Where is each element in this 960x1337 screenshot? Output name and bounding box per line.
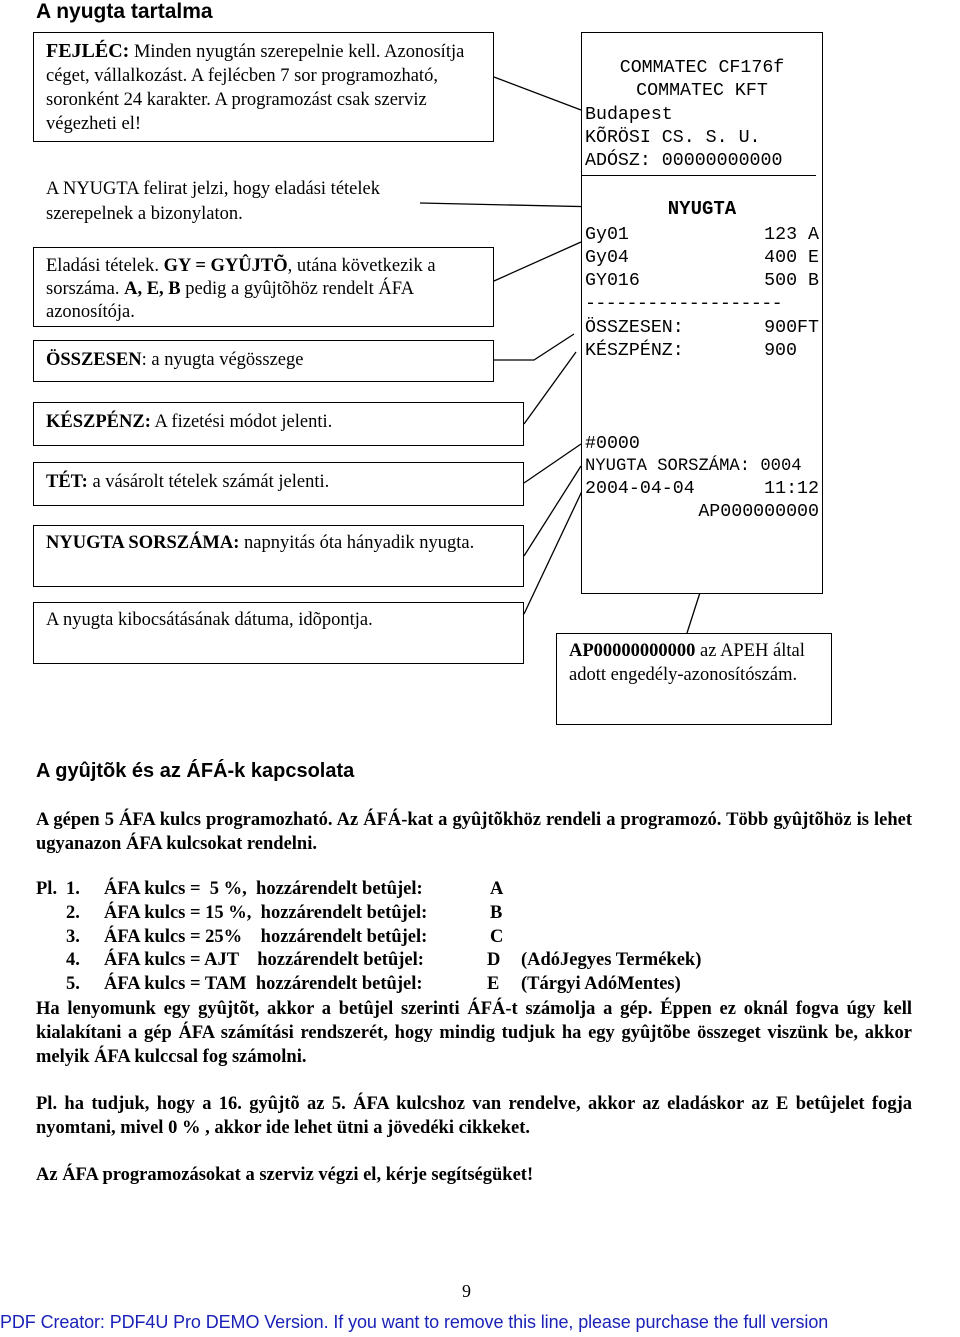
osszesen-text: : a nyugta végösszege [141,350,304,370]
connector-tet [524,444,581,483]
list-text-1: ÁFA kulcs = 5 %, hozzárendelt betûjel: [104,879,423,899]
eladasi-text-1: Eladási tételek. [46,256,164,276]
list-prefix: Pl. [36,879,58,899]
keszpenz-text: A fizetési módot jelenti. [150,412,333,432]
tet-box [33,462,524,506]
page-title: A nyugta tartalma [36,0,213,23]
datum-text: A nyugta kibocsátásának dátuma, idõpontja. [46,610,373,630]
fejlec-text: Minden nyugtán szerepelnie kell. Azonosítja céget, vállalkozást. A fejlécben 7 sor programozható, soronként 24 karakter. A programozást csak szerviz végezheti el! [46,42,465,134]
tet-label: TÉT: [46,472,88,492]
list-num-2: 2. [66,903,80,923]
receipt-nyugta: NYUGTA [667,198,737,220]
keszpenz-label: KÉSZPÉNZ: [46,412,151,432]
receipt-separator: ------------------- [585,294,783,314]
connector-fejlec [494,77,581,110]
receipt-number: NYUGTA SORSZÁMA: 0004 [585,457,802,476]
section-intro: A gépen 5 ÁFA kulcs programozható. Az ÁFÁ-kat a gyûjtõkhöz rendeli a programozó. Több gyûjtõhöz is lehet ugyanazon ÁFA kulcsokat rendelni. [36,810,912,854]
osszesen-label: ÖSSZESEN [46,350,142,370]
section-para-3: Az ÁFA programozásokat a szerviz végzi el, kérje segítségüket! [36,1165,534,1185]
eladasi-gy: GY = GYÛJTÕ [163,256,288,276]
receipt-cash-label: KÉSZPÉNZ: [585,341,684,361]
nyugta-felirat-text: A NYUGTA felirat jelzi, hogy eladási tételek szerepelnek a bizonylaton. [46,179,380,224]
eladasi-text-3: pedig a gyûjtõhöz rendelt ÁFA azonosítója. [46,279,414,322]
receipt-total-label: ÖSSZESEN: [585,318,684,338]
keszpenz-box [33,402,524,446]
receipt-count: #0000 [585,434,640,454]
receipt-item-1-name: Gy01 [585,225,629,245]
receipt-item-3-value: 500 B [764,271,819,291]
receipt-header-4: KÕRÖSI CS. S. U. [585,128,761,148]
list-letter-2: B [490,903,503,923]
receipt-header-1: COMMATEC CF176f [619,58,785,78]
fejlec-box [33,32,494,142]
list-text-5: ÁFA kulcs = TAM hozzárendelt betûjel: [104,974,423,994]
receipt-cash-value: 900 [764,341,797,361]
receipt-item-2-name: Gy04 [585,248,629,268]
list-num-3: 3. [66,927,80,947]
receipt-total-value: 900FT [764,318,819,338]
list-text-3: ÁFA kulcs = 25% hozzárendelt betûjel: [104,927,428,947]
connector-osszesen [494,334,574,360]
ap-box [556,633,832,725]
receipt-item-1-value: 123 A [764,225,819,245]
eladasi-text-2: , utána következik a sorszáma. [46,256,436,299]
list-text-2: ÁFA kulcs = 15 %, hozzárendelt betûjel: [104,903,428,923]
receipt-header-2: COMMATEC KFT [636,81,768,101]
receipt [581,32,823,594]
section-para-2: Pl. ha tudjuk, hogy a 16. gyûjtõ az 5. ÁFA kulcshoz van rendelve, akkor az eladáskor az E betûjelet fogja nyomtani, mivel 0 % , akkor ide lehet ütni a jövedéki cikkeket. [36,1094,912,1138]
ap-text: az APEH által adott engedély-azonosítószám. [569,641,805,685]
section-title: A gyûjtõk és az ÁFÁ-k kapcsolata [36,760,355,782]
receipt-header-5: ADÓSZ: 00000000000 [585,151,783,171]
list-text-4: ÁFA kulcs = AJT hozzárendelt betûjel: [104,950,424,970]
eladasi-box [33,247,494,327]
list-note-5: (Tárgyi AdóMentes) [521,974,681,994]
footer-note: PDF Creator: PDF4U Pro DEMO Version. If you want to remove this line, please purchase the full version [0,1312,829,1332]
list-letter-3: C [490,927,504,947]
osszesen-box [33,340,494,382]
list-num-4: 4. [66,950,80,970]
tet-text: a vásárolt tételek számát jelenti. [87,472,330,492]
receipt-item-2-value: 400 E [764,248,819,268]
receipt-header-3: Budapest [585,105,673,125]
receipt-ap: AP000000000 [698,502,819,522]
list-letter-5: E [487,974,500,994]
receipt-item-3-name: GY016 [585,271,640,291]
ap-label: AP00000000000 [569,641,696,661]
receipt-date: 2004-04-04 [585,479,695,499]
list-note-4: (AdóJegyes Termékek) [521,950,702,970]
eladasi-afa: A, E, B [124,279,181,299]
list-letter-4: D [487,950,501,970]
sorszam-box [33,525,524,587]
datum-box [33,602,524,664]
sorszam-text: napnyitás óta hányadik nyugta. [239,533,475,553]
section-para-1: Ha lenyomunk egy gyûjtõt, akkor a betûjel szerinti ÁFÁ-t számolja a gép. Éppen ez oknál fogva úgy kell kialakítani a gép ÁFA számítási rendszerét, hogy mindig tudjuk ha egy gyûjtõbe összeget viszünk be, akkor melyik ÁFA kulccsal fog számolni. [36,999,912,1067]
connector-datum [524,489,583,614]
list-num-1: 1. [66,879,80,899]
connector-eladasi [494,242,581,281]
list-letter-1: A [490,879,504,899]
list-num-5: 5. [66,974,80,994]
page-number: 9 [462,1281,471,1301]
receipt-divider [582,175,816,176]
receipt-time: 11:12 [764,479,819,499]
sorszam-label: NYUGTA SORSZÁMA: [46,533,240,553]
connector-keszpenz [524,352,576,424]
fejlec-label: FEJLÉC: [46,40,130,62]
